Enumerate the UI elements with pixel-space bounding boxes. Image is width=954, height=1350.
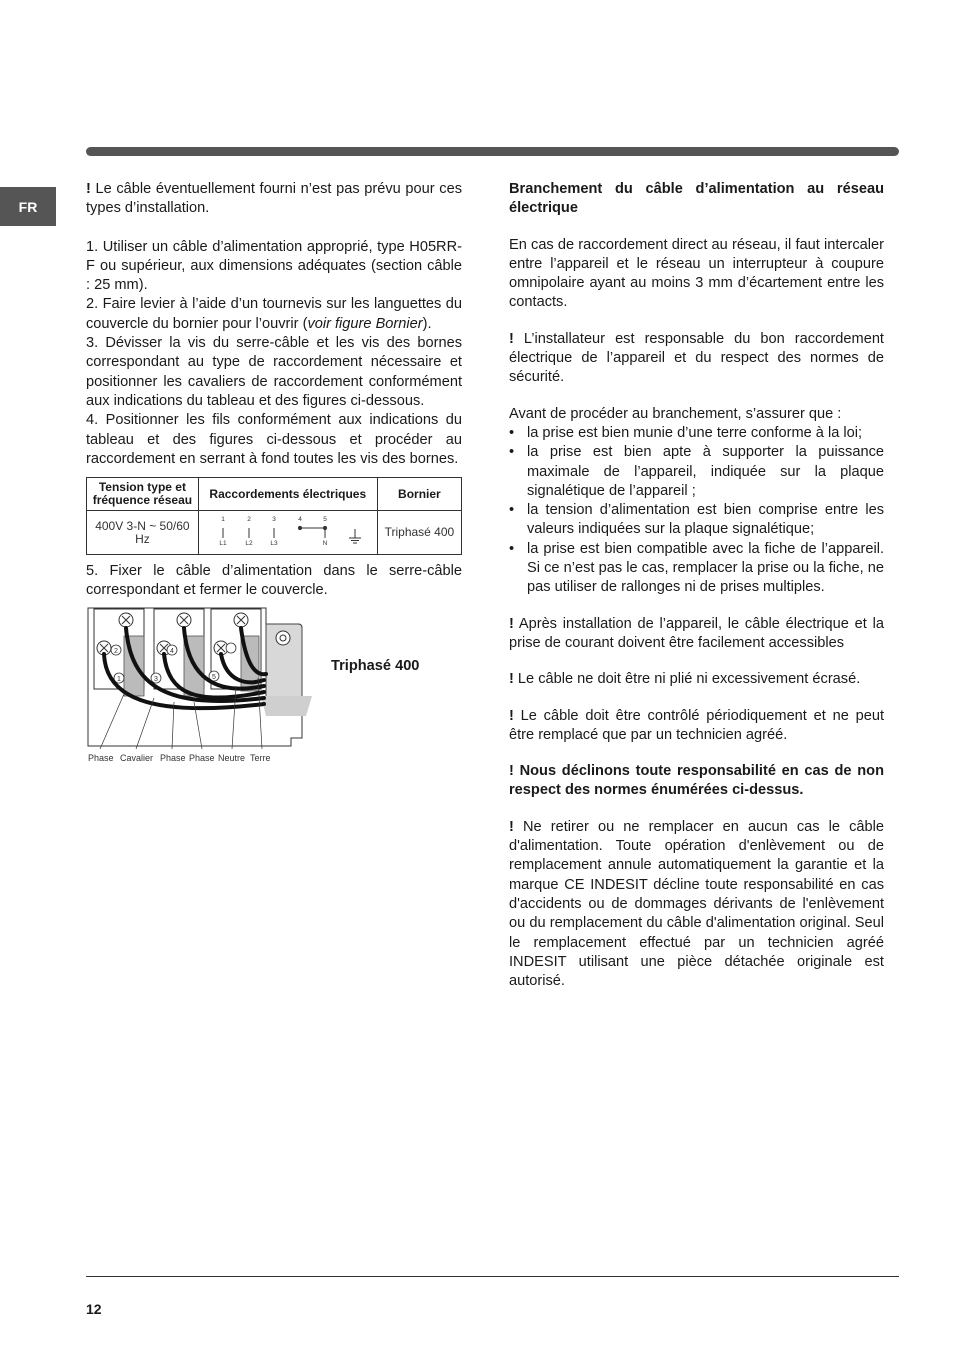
list-item: • la prise est bien munie d’une terre conforme à la loi; [509, 424, 884, 443]
step-4: 4. Positionner les fils conformément aux indications du tableau et des figures ci-dessous et procéder au raccordement en serrant à fond toutes les vis des bornes. [86, 412, 462, 467]
paragraph: Avant de procéder au branchement, s’assurer que : [509, 405, 842, 422]
footer-rule [86, 1276, 899, 1277]
terminal-number: 1 [220, 516, 225, 524]
table-header: Tension type et fréquence réseau [87, 478, 199, 511]
right-column [509, 180, 884, 991]
terminal-number: 2 [246, 516, 251, 524]
terminal-block-drawing [86, 606, 316, 752]
list-item: • la tension d’alimentation est bien comprise entre les valeurs indiquées sur la plaque signalétique; [509, 501, 884, 540]
terminal-number: 4 [297, 516, 302, 524]
figure-label: Phase [88, 752, 114, 763]
checklist [509, 424, 884, 598]
paragraph: ! L’installateur est responsable du bon raccordement électrique de l’appareil et du respect des normes de sécurité. [509, 330, 884, 386]
table-header: Bornier [377, 478, 461, 511]
figure-label: Phase [189, 752, 215, 763]
list-item: • la prise est bien apte à supporter la puissance maximale de l’appareil, indiquée sur la plaque signalétique de l’appareil ; [509, 443, 884, 501]
step-3: 3. Dévisser la vis du serre-câble et les vis des bornes correspondant au type de raccordement nécessaire et positionner les cavaliers de raccordement conformément aux indications du tableau et des figures ci-dessous. [86, 335, 462, 409]
voltage-cell: 400V 3-N ~ 50/60 Hz [87, 511, 199, 555]
warning-mark: ! [509, 707, 514, 724]
figure-label: Neutre [218, 752, 246, 763]
figure-label: Terre [250, 752, 271, 763]
terminal-label: L3 [270, 540, 278, 548]
intro-paragraph: ! Le câble éventuellement fourni n’est pas prévu pour ces types d’installation. [86, 181, 462, 217]
figure-label: Phase [160, 752, 186, 763]
paragraph: ! Nous déclinons toute responsabilité en cas de non respect des normes énumérées ci-dessus. [509, 763, 884, 799]
step-1: 1. Utiliser un câble d’alimentation approprié, type H05RR-F ou supérieur, aux dimensions adéquates (section câble : 25 mm). [86, 238, 462, 294]
terminal-number: 4 [170, 647, 174, 655]
terminal-number: 2 [114, 647, 118, 655]
figure-label: Cavalier [120, 752, 154, 763]
terminal-number: 3 [271, 516, 276, 524]
warning-mark: ! [509, 330, 514, 347]
warning-mark: ! [509, 671, 514, 688]
terminal-number: 3 [154, 675, 158, 683]
figure-title: Triphasé 400 [331, 657, 420, 674]
terminal-number: 5 [212, 673, 216, 681]
paragraph: ! Après installation de l’appareil, le câble électrique et la prise de courant doivent être facilement accessibles [509, 615, 884, 651]
terminal-label: L1 [219, 540, 227, 548]
step-2: 2. Faire levier à l’aide d’un tournevis sur les languettes du couvercle du bornier pour l’ouvrir (voir figure Bornier). [86, 296, 462, 332]
terminal-number: 5 [322, 516, 327, 524]
list-item: • la prise est bien compatible avec la fiche de l’appareil. Si ce n’est pas le cas, remplacer la prise ou la fiche, ne pas utiliser de rallonges ni de prises multiples. [509, 540, 884, 598]
paragraph: En cas de raccordement direct au réseau, il faut intercaler entre l’appareil et le réseau un interrupteur à coupure omnipolaire ayant au moins 3 mm d’écartement entre les contacts. [509, 236, 884, 311]
warning-mark: ! [509, 615, 514, 632]
paragraph: ! Ne retirer ou ne remplacer en aucun cas le câble d'alimentation. Toute opération d'enlèvement ou de remplacement annule automatiquement la garantie et la marque CE INDESIT décline toute responsabilité en cas d'accidents ou de dommages dérivants de l'enlèvement ou du remplacement du câble d'alimentation original. Seul le remplacement effectué par un technicien agréé INDESIT utilisant une pièce détachée originale est autorisé. [509, 818, 884, 990]
terminal-number: 1 [117, 675, 121, 683]
paragraph: ! Le câble doit être contrôlé périodiquement et ne peut être remplacé que par un technicien agréé. [509, 707, 884, 743]
section-heading: Branchement du câble d’alimentation au réseau électrique [509, 181, 884, 217]
bornier-cell: Triphasé 400 [377, 511, 461, 555]
terminal-block-figure [86, 606, 462, 806]
terminal-label: L2 [245, 540, 253, 548]
wiring-diagram-cell [198, 511, 377, 555]
page-number: 12 [86, 1301, 102, 1317]
warning-mark: ! [86, 181, 91, 197]
language-tab: FR [0, 187, 56, 226]
table-header: Raccordements électriques [198, 478, 377, 511]
connection-table [86, 477, 462, 555]
terminal-label: N [322, 540, 328, 548]
left-column [86, 180, 462, 806]
wiring-schematic [199, 511, 377, 551]
header-rule [86, 147, 899, 156]
paragraph: ! Le câble ne doit être ni plié ni excessivement écrasé. [509, 671, 861, 688]
warning-mark: ! [509, 818, 514, 835]
step-5: 5. Fixer le câble d’alimentation dans le serre-câble correspondant et fermer le couvercle. [86, 563, 462, 599]
